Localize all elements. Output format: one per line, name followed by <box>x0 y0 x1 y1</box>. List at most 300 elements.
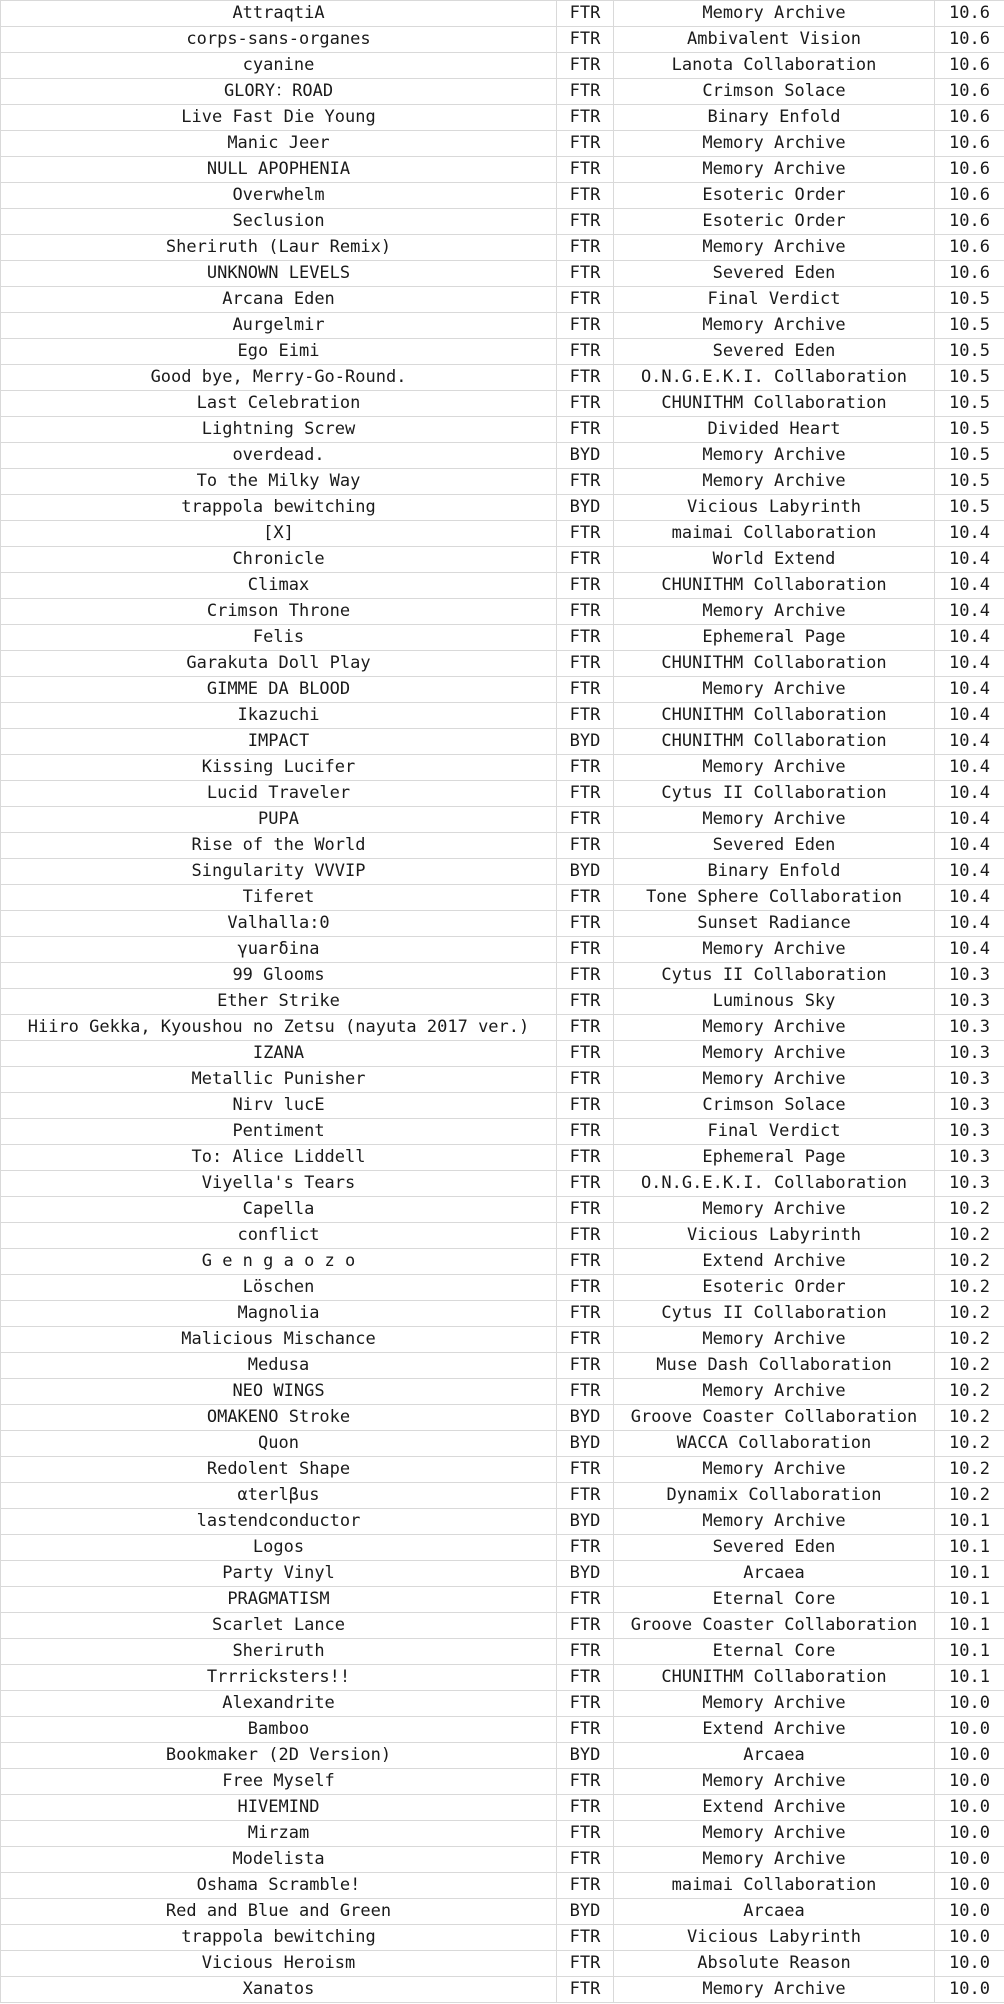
pack-name-cell: Severed Eden <box>614 261 935 287</box>
difficulty-cell: BYD <box>557 1431 614 1457</box>
song-title-cell: Oshama Scramble! <box>1 1873 557 1899</box>
song-title-cell: Singularity VVVIP <box>1 859 557 885</box>
difficulty-cell: FTR <box>557 1977 614 2003</box>
difficulty-cell: FTR <box>557 1639 614 1665</box>
chart-constant-cell: 10.5 <box>935 391 1004 417</box>
difficulty-cell: FTR <box>557 1847 614 1873</box>
chart-constant-cell: 10.1 <box>935 1613 1004 1639</box>
difficulty-cell: FTR <box>557 833 614 859</box>
song-title-cell: Bamboo <box>1 1717 557 1743</box>
pack-name-cell: Eternal Core <box>614 1587 935 1613</box>
song-title-cell: lastendconductor <box>1 1509 557 1535</box>
chart-constant-cell: 10.4 <box>935 937 1004 963</box>
chart-constant-cell: 10.3 <box>935 1067 1004 1093</box>
song-title-cell: PUPA <box>1 807 557 833</box>
song-title-cell: PRAGMATISM <box>1 1587 557 1613</box>
difficulty-cell: FTR <box>557 235 614 261</box>
chart-constant-cell: 10.6 <box>935 53 1004 79</box>
table-row <box>1 1327 1004 1353</box>
chart-constant-cell: 10.5 <box>935 365 1004 391</box>
difficulty-cell: FTR <box>557 105 614 131</box>
song-title-cell: 99 Glooms <box>1 963 557 989</box>
chart-constant-cell: 10.1 <box>935 1535 1004 1561</box>
song-title-cell: Metallic Punisher <box>1 1067 557 1093</box>
chart-constant-cell: 10.2 <box>935 1249 1004 1275</box>
chart-constant-cell: 10.6 <box>935 261 1004 287</box>
table-row <box>1 807 1004 833</box>
song-title-cell: UNKNOWN LEVELS <box>1 261 557 287</box>
song-title-cell: Ether Strike <box>1 989 557 1015</box>
table-row <box>1 573 1004 599</box>
difficulty-cell: FTR <box>557 521 614 547</box>
pack-name-cell: Crimson Solace <box>614 1093 935 1119</box>
song-title-cell: corps-sans-organes <box>1 27 557 53</box>
difficulty-cell: FTR <box>557 1925 614 1951</box>
table-row <box>1 183 1004 209</box>
table-row <box>1 1977 1004 2003</box>
pack-name-cell: Binary Enfold <box>614 105 935 131</box>
chart-constant-cell: 10.2 <box>935 1223 1004 1249</box>
difficulty-cell: FTR <box>557 1145 614 1171</box>
table-row <box>1 209 1004 235</box>
chart-constant-cell: 10.0 <box>935 1899 1004 1925</box>
song-title-cell: GIMME DA BLOOD <box>1 677 557 703</box>
table-row <box>1 1535 1004 1561</box>
song-title-cell: Ego Eimi <box>1 339 557 365</box>
difficulty-cell: FTR <box>557 469 614 495</box>
pack-name-cell: Lanota Collaboration <box>614 53 935 79</box>
song-title-cell: Free Myself <box>1 1769 557 1795</box>
difficulty-cell: FTR <box>557 417 614 443</box>
table-row <box>1 625 1004 651</box>
table-row <box>1 417 1004 443</box>
chart-constant-cell: 10.6 <box>935 131 1004 157</box>
table-row <box>1 391 1004 417</box>
song-title-cell: Logos <box>1 1535 557 1561</box>
pack-name-cell: Memory Archive <box>614 1015 935 1041</box>
pack-name-cell: Extend Archive <box>614 1795 935 1821</box>
song-title-cell: Valhalla:0 <box>1 911 557 937</box>
chart-constant-cell: 10.5 <box>935 339 1004 365</box>
pack-name-cell: Final Verdict <box>614 287 935 313</box>
song-title-cell: overdead. <box>1 443 557 469</box>
pack-name-cell: Arcaea <box>614 1743 935 1769</box>
difficulty-cell: BYD <box>557 859 614 885</box>
chart-constant-cell: 10.3 <box>935 1093 1004 1119</box>
table-row <box>1 1041 1004 1067</box>
difficulty-cell: FTR <box>557 807 614 833</box>
chart-constant-cell: 10.0 <box>935 1951 1004 1977</box>
song-title-cell: HIVEMIND <box>1 1795 557 1821</box>
song-title-cell: conflict <box>1 1223 557 1249</box>
pack-name-cell: Tone Sphere Collaboration <box>614 885 935 911</box>
pack-name-cell: Severed Eden <box>614 1535 935 1561</box>
pack-name-cell: O.N.G.E.K.I. Collaboration <box>614 365 935 391</box>
song-title-cell: Vicious Heroism <box>1 1951 557 1977</box>
table-row <box>1 1873 1004 1899</box>
pack-name-cell: Cytus II Collaboration <box>614 1301 935 1327</box>
song-title-cell: Garakuta Doll Play <box>1 651 557 677</box>
pack-name-cell: CHUNITHM Collaboration <box>614 729 935 755</box>
pack-name-cell: Groove Coaster Collaboration <box>614 1613 935 1639</box>
pack-name-cell: Memory Archive <box>614 677 935 703</box>
chart-constant-cell: 10.5 <box>935 469 1004 495</box>
difficulty-cell: FTR <box>557 651 614 677</box>
table-row <box>1 131 1004 157</box>
chart-constant-cell: 10.2 <box>935 1379 1004 1405</box>
pack-name-cell: Memory Archive <box>614 1 935 27</box>
table-row <box>1 1743 1004 1769</box>
table-row <box>1 937 1004 963</box>
table-row <box>1 1821 1004 1847</box>
table-row <box>1 989 1004 1015</box>
difficulty-cell: FTR <box>557 1535 614 1561</box>
song-title-cell: Aurgelmir <box>1 313 557 339</box>
table-row <box>1 1457 1004 1483</box>
pack-name-cell: Ephemeral Page <box>614 1145 935 1171</box>
song-title-cell: cyanine <box>1 53 557 79</box>
table-row <box>1 1301 1004 1327</box>
pack-name-cell: Memory Archive <box>614 599 935 625</box>
table-row <box>1 729 1004 755</box>
chart-constant-cell: 10.2 <box>935 1327 1004 1353</box>
song-title-cell: Party Vinyl <box>1 1561 557 1587</box>
song-title-cell: Medusa <box>1 1353 557 1379</box>
table-row <box>1 157 1004 183</box>
chart-constant-cell: 10.1 <box>935 1561 1004 1587</box>
song-title-cell: Overwhelm <box>1 183 557 209</box>
difficulty-cell: FTR <box>557 1717 614 1743</box>
chart-constant-cell: 10.3 <box>935 1171 1004 1197</box>
chart-constant-cell: 10.0 <box>935 1821 1004 1847</box>
difficulty-cell: FTR <box>557 27 614 53</box>
chart-constant-cell: 10.4 <box>935 859 1004 885</box>
pack-name-cell: Vicious Labyrinth <box>614 1925 935 1951</box>
pack-name-cell: CHUNITHM Collaboration <box>614 651 935 677</box>
difficulty-cell: FTR <box>557 391 614 417</box>
pack-name-cell: Crimson Solace <box>614 79 935 105</box>
difficulty-cell: FTR <box>557 599 614 625</box>
difficulty-cell: FTR <box>557 755 614 781</box>
chart-constant-cell: 10.6 <box>935 105 1004 131</box>
table-row <box>1 1769 1004 1795</box>
song-title-cell: Good bye, Merry-Go-Round. <box>1 365 557 391</box>
pack-name-cell: Luminous Sky <box>614 989 935 1015</box>
chart-constant-cell: 10.0 <box>935 1873 1004 1899</box>
chart-constant-cell: 10.2 <box>935 1301 1004 1327</box>
pack-name-cell: Memory Archive <box>614 157 935 183</box>
difficulty-cell: FTR <box>557 1171 614 1197</box>
difficulty-cell: FTR <box>557 989 614 1015</box>
song-title-cell: Sheriruth (Laur Remix) <box>1 235 557 261</box>
chart-constant-cell: 10.3 <box>935 1119 1004 1145</box>
pack-name-cell: Vicious Labyrinth <box>614 1223 935 1249</box>
table-row <box>1 1353 1004 1379</box>
difficulty-cell: BYD <box>557 1743 614 1769</box>
difficulty-cell: FTR <box>557 1587 614 1613</box>
difficulty-cell: FTR <box>557 1353 614 1379</box>
pack-name-cell: Cytus II Collaboration <box>614 963 935 989</box>
pack-name-cell: Arcaea <box>614 1561 935 1587</box>
pack-name-cell: Extend Archive <box>614 1249 935 1275</box>
table-row <box>1 781 1004 807</box>
chart-constant-cell: 10.4 <box>935 833 1004 859</box>
song-title-cell: OMAKENO Stroke <box>1 1405 557 1431</box>
table-row <box>1 1587 1004 1613</box>
song-title-cell: Quon <box>1 1431 557 1457</box>
song-title-cell: Redolent Shape <box>1 1457 557 1483</box>
difficulty-cell: FTR <box>557 157 614 183</box>
chart-constant-cell: 10.2 <box>935 1483 1004 1509</box>
chart-constant-cell: 10.6 <box>935 183 1004 209</box>
song-title-cell: trappola bewitching <box>1 1925 557 1951</box>
chart-constant-cell: 10.5 <box>935 313 1004 339</box>
song-title-cell: Manic Jeer <box>1 131 557 157</box>
pack-name-cell: Memory Archive <box>614 1509 935 1535</box>
song-title-cell: Capella <box>1 1197 557 1223</box>
song-title-cell: To: Alice Liddell <box>1 1145 557 1171</box>
table-row <box>1 1171 1004 1197</box>
chart-constant-cell: 10.2 <box>935 1457 1004 1483</box>
pack-name-cell: Divided Heart <box>614 417 935 443</box>
pack-name-cell: maimai Collaboration <box>614 521 935 547</box>
pack-name-cell: Memory Archive <box>614 1977 935 2003</box>
song-title-cell: IZANA <box>1 1041 557 1067</box>
table-row <box>1 1717 1004 1743</box>
difficulty-cell: FTR <box>557 1795 614 1821</box>
pack-name-cell: WACCA Collaboration <box>614 1431 935 1457</box>
chart-constant-cell: 10.3 <box>935 1145 1004 1171</box>
chart-constant-cell: 10.0 <box>935 1795 1004 1821</box>
table-row <box>1 1223 1004 1249</box>
difficulty-cell: FTR <box>557 703 614 729</box>
song-title-cell: Kissing Lucifer <box>1 755 557 781</box>
difficulty-cell: FTR <box>557 339 614 365</box>
difficulty-cell: FTR <box>557 1327 614 1353</box>
song-title-cell: Felis <box>1 625 557 651</box>
difficulty-cell: FTR <box>557 261 614 287</box>
pack-name-cell: Sunset Radiance <box>614 911 935 937</box>
table-row <box>1 963 1004 989</box>
difficulty-cell: FTR <box>557 937 614 963</box>
pack-name-cell: CHUNITHM Collaboration <box>614 573 935 599</box>
table-row <box>1 1 1004 27</box>
difficulty-cell: FTR <box>557 365 614 391</box>
table-row <box>1 1925 1004 1951</box>
pack-name-cell: Esoteric Order <box>614 1275 935 1301</box>
song-title-cell: trappola bewitching <box>1 495 557 521</box>
song-title-cell: AttraqtiA <box>1 1 557 27</box>
difficulty-cell: FTR <box>557 1249 614 1275</box>
difficulty-cell: FTR <box>557 911 614 937</box>
song-title-cell: IMPACT <box>1 729 557 755</box>
chart-constant-cell: 10.2 <box>935 1197 1004 1223</box>
table-row <box>1 1561 1004 1587</box>
chart-constant-cell: 10.3 <box>935 1041 1004 1067</box>
difficulty-cell: FTR <box>557 1483 614 1509</box>
pack-name-cell: Muse Dash Collaboration <box>614 1353 935 1379</box>
difficulty-cell: BYD <box>557 443 614 469</box>
pack-name-cell: maimai Collaboration <box>614 1873 935 1899</box>
song-title-cell: Last Celebration <box>1 391 557 417</box>
chart-constant-cell: 10.4 <box>935 521 1004 547</box>
table-row <box>1 1509 1004 1535</box>
song-title-cell: G e n g a o z o <box>1 1249 557 1275</box>
difficulty-cell: FTR <box>557 1873 614 1899</box>
table-row <box>1 885 1004 911</box>
song-title-cell: Alexandrite <box>1 1691 557 1717</box>
song-title-cell: Rise of the World <box>1 833 557 859</box>
table-row <box>1 1015 1004 1041</box>
difficulty-cell: BYD <box>557 1509 614 1535</box>
chart-constant-cell: 10.6 <box>935 27 1004 53</box>
chart-constant-cell: 10.5 <box>935 287 1004 313</box>
difficulty-cell: FTR <box>557 1119 614 1145</box>
song-title-cell: Arcana Eden <box>1 287 557 313</box>
song-title-cell: [X] <box>1 521 557 547</box>
table-row <box>1 703 1004 729</box>
difficulty-cell: FTR <box>557 79 614 105</box>
chart-constant-cell: 10.4 <box>935 755 1004 781</box>
table-row <box>1 313 1004 339</box>
chart-constant-cell: 10.6 <box>935 209 1004 235</box>
difficulty-cell: FTR <box>557 547 614 573</box>
difficulty-cell: FTR <box>557 1821 614 1847</box>
table-row <box>1 469 1004 495</box>
pack-name-cell: CHUNITHM Collaboration <box>614 1665 935 1691</box>
pack-name-cell: Esoteric Order <box>614 209 935 235</box>
song-title-cell: NULL APOPHENIA <box>1 157 557 183</box>
chart-constant-cell: 10.4 <box>935 547 1004 573</box>
table-row <box>1 1613 1004 1639</box>
chart-constant-cell: 10.4 <box>935 781 1004 807</box>
difficulty-cell: BYD <box>557 729 614 755</box>
difficulty-cell: FTR <box>557 1951 614 1977</box>
difficulty-cell: FTR <box>557 1379 614 1405</box>
table-body <box>1 1 1004 2003</box>
chart-constant-cell: 10.3 <box>935 963 1004 989</box>
song-title-cell: Lightning Screw <box>1 417 557 443</box>
table-row <box>1 1405 1004 1431</box>
table-row <box>1 105 1004 131</box>
chart-constant-cell: 10.4 <box>935 911 1004 937</box>
pack-name-cell: Memory Archive <box>614 1327 935 1353</box>
table-row <box>1 235 1004 261</box>
difficulty-cell: FTR <box>557 1015 614 1041</box>
difficulty-cell: FTR <box>557 1 614 27</box>
chart-constant-cell: 10.4 <box>935 807 1004 833</box>
difficulty-cell: FTR <box>557 53 614 79</box>
difficulty-cell: BYD <box>557 1899 614 1925</box>
chart-constant-cell: 10.1 <box>935 1665 1004 1691</box>
pack-name-cell: Memory Archive <box>614 1847 935 1873</box>
pack-name-cell: Absolute Reason <box>614 1951 935 1977</box>
difficulty-cell: FTR <box>557 287 614 313</box>
pack-name-cell: Memory Archive <box>614 1769 935 1795</box>
song-title-cell: Viyella's Tears <box>1 1171 557 1197</box>
pack-name-cell: Memory Archive <box>614 937 935 963</box>
song-title-cell: Nirv lucE <box>1 1093 557 1119</box>
pack-name-cell: Memory Archive <box>614 1457 935 1483</box>
table-row <box>1 1899 1004 1925</box>
song-title-cell: Climax <box>1 573 557 599</box>
pack-name-cell: Memory Archive <box>614 1041 935 1067</box>
pack-name-cell: Ambivalent Vision <box>614 27 935 53</box>
chart-constant-cell: 10.0 <box>935 1691 1004 1717</box>
chart-constant-cell: 10.4 <box>935 651 1004 677</box>
song-title-cell: Bookmaker (2D Version) <box>1 1743 557 1769</box>
table-row <box>1 547 1004 573</box>
table-row <box>1 1145 1004 1171</box>
chart-constant-cell: 10.0 <box>935 1769 1004 1795</box>
pack-name-cell: World Extend <box>614 547 935 573</box>
difficulty-cell: FTR <box>557 781 614 807</box>
difficulty-cell: FTR <box>557 131 614 157</box>
pack-name-cell: CHUNITHM Collaboration <box>614 391 935 417</box>
song-title-cell: Mirzam <box>1 1821 557 1847</box>
table-row <box>1 677 1004 703</box>
table-row <box>1 599 1004 625</box>
pack-name-cell: Memory Archive <box>614 1379 935 1405</box>
difficulty-cell: FTR <box>557 1275 614 1301</box>
pack-name-cell: Groove Coaster Collaboration <box>614 1405 935 1431</box>
pack-name-cell: CHUNITHM Collaboration <box>614 703 935 729</box>
song-title-cell: αterlβus <box>1 1483 557 1509</box>
table-row <box>1 1691 1004 1717</box>
pack-name-cell: Binary Enfold <box>614 859 935 885</box>
difficulty-cell: FTR <box>557 1665 614 1691</box>
song-title-cell: GLORY：ROAD <box>1 79 557 105</box>
difficulty-cell: BYD <box>557 495 614 521</box>
chart-constant-cell: 10.0 <box>935 1743 1004 1769</box>
difficulty-cell: FTR <box>557 677 614 703</box>
song-title-cell: Pentiment <box>1 1119 557 1145</box>
song-title-cell: Löschen <box>1 1275 557 1301</box>
pack-name-cell: Severed Eden <box>614 833 935 859</box>
song-title-cell: Crimson Throne <box>1 599 557 625</box>
pack-name-cell: Dynamix Collaboration <box>614 1483 935 1509</box>
table-row <box>1 755 1004 781</box>
table-row <box>1 1093 1004 1119</box>
table-row <box>1 443 1004 469</box>
song-title-cell: Chronicle <box>1 547 557 573</box>
table-row <box>1 1639 1004 1665</box>
difficulty-cell: FTR <box>557 963 614 989</box>
chart-constant-cell: 10.4 <box>935 729 1004 755</box>
chart-constant-cell: 10.4 <box>935 677 1004 703</box>
table-row <box>1 911 1004 937</box>
table-row <box>1 1067 1004 1093</box>
difficulty-cell: FTR <box>557 1301 614 1327</box>
difficulty-cell: FTR <box>557 209 614 235</box>
song-title-cell: Tiferet <box>1 885 557 911</box>
chart-constant-cell: 10.1 <box>935 1639 1004 1665</box>
chart-constant-cell: 10.4 <box>935 573 1004 599</box>
table-row <box>1 1795 1004 1821</box>
pack-name-cell: Memory Archive <box>614 313 935 339</box>
song-title-cell: Seclusion <box>1 209 557 235</box>
chart-constant-cell: 10.6 <box>935 1 1004 27</box>
pack-name-cell: Memory Archive <box>614 443 935 469</box>
difficulty-cell: FTR <box>557 1691 614 1717</box>
song-title-cell: Magnolia <box>1 1301 557 1327</box>
table-row <box>1 859 1004 885</box>
table-row <box>1 1431 1004 1457</box>
difficulty-cell: BYD <box>557 1561 614 1587</box>
pack-name-cell: Final Verdict <box>614 1119 935 1145</box>
song-title-cell: Hiiro Gekka, Kyoushou no Zetsu (nayuta 2017 ver.) <box>1 1015 557 1041</box>
chart-constant-cell: 10.5 <box>935 443 1004 469</box>
